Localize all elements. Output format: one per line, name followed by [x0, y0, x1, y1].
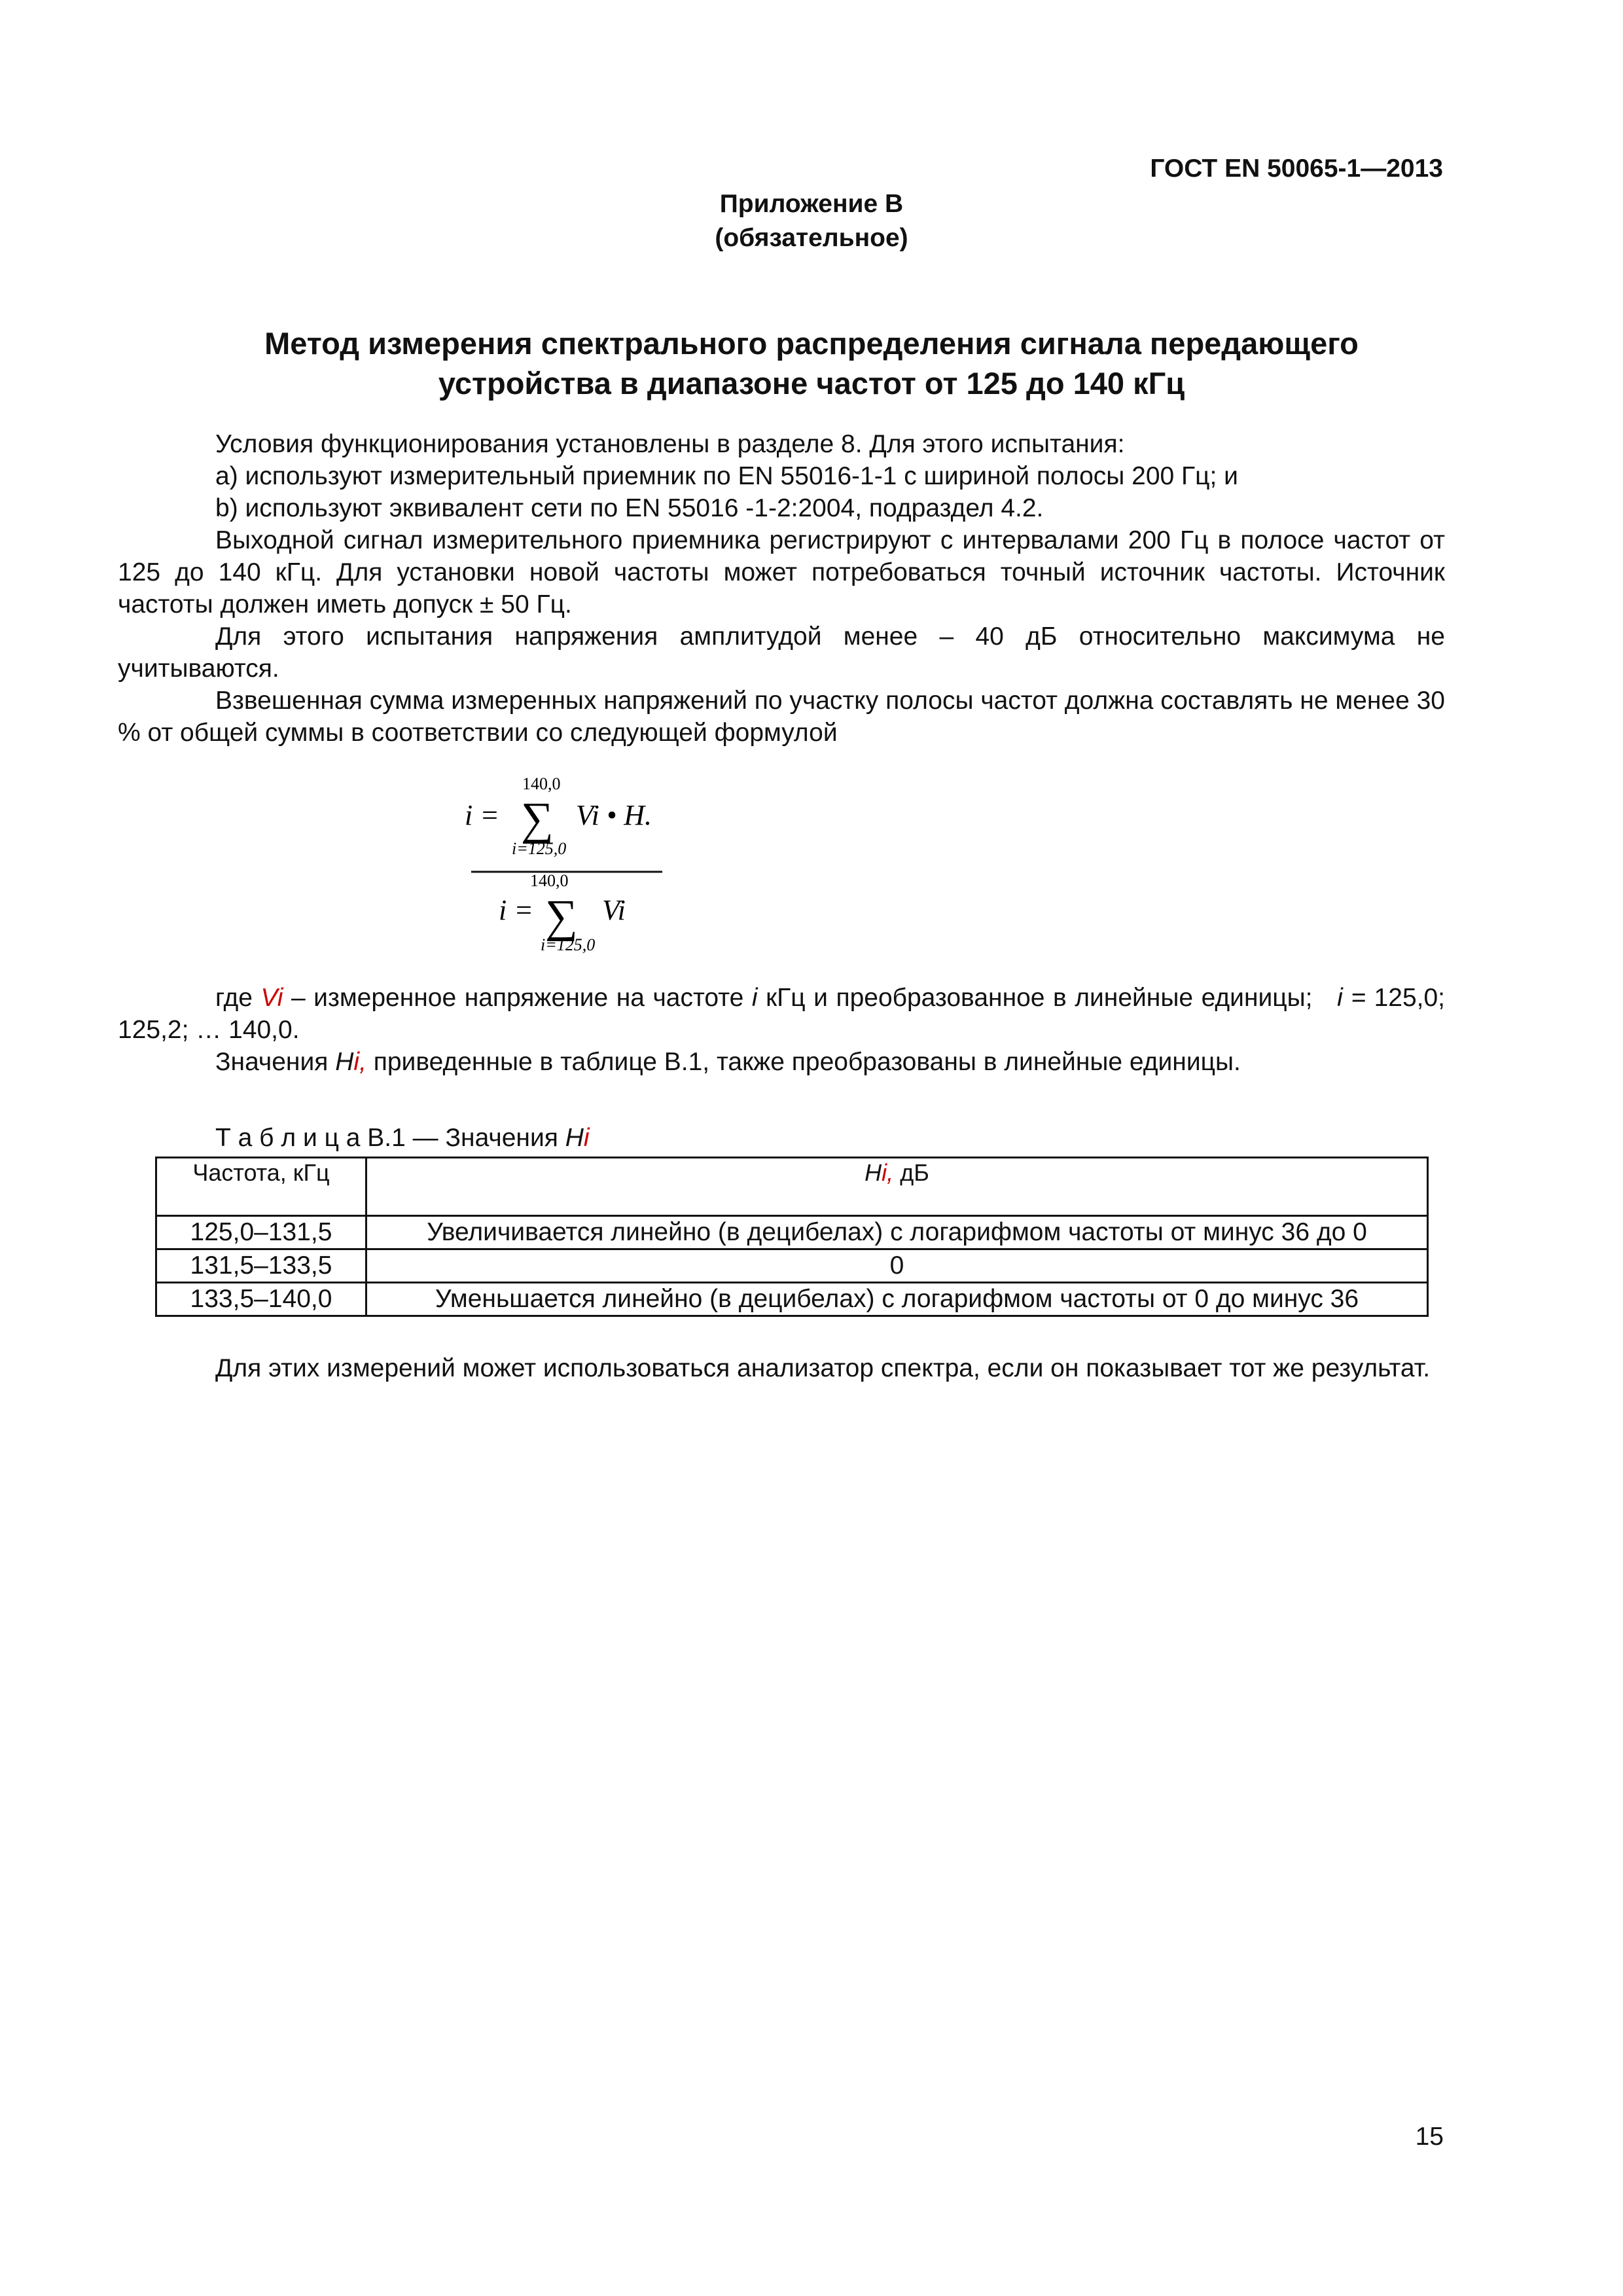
formula-denominator	[499, 871, 626, 954]
page-number: 15	[1415, 2123, 1444, 2151]
list-item-b: b) используют эквивалент сети по EN 55016 -1-2:2004, подраздел 4.2.	[215, 494, 1044, 522]
list-item-a: a) используют измерительный приемник по EN 55016-1-1 с шириной полосы 200 Гц; и	[215, 462, 1238, 490]
table-row	[156, 1249, 1428, 1283]
denominator-lower-limit: i=125,0	[541, 935, 596, 954]
column-header-frequency: Частота, кГц	[156, 1158, 366, 1216]
table-cell-frequency: 125,0–131,5	[156, 1216, 366, 1249]
table-header-row	[156, 1158, 1428, 1216]
table-row	[156, 1216, 1428, 1249]
page-title	[0, 323, 1623, 403]
weighted-sum-formula	[458, 772, 668, 962]
hi-values-table	[155, 1157, 1429, 1317]
numerator-lhs: i =	[465, 799, 499, 831]
denominator-term: Vi	[602, 894, 626, 926]
table-cell-value: 0	[366, 1249, 1428, 1283]
paragraph-weighted-sum: Взвешенная сумма измеренных напряжений по участку полосы частот должна составлять не менее 30 % от общей суммы в соответствии со следующей формулой	[118, 687, 1445, 747]
appendix-label: Приложение В	[719, 190, 904, 218]
numerator-sum-sign: ∑	[521, 794, 554, 844]
appendix-status: (обязательное)	[715, 224, 908, 252]
table-cell-value: Увеличивается линейно (в децибелах) с логарифмом частоты от минус 36 до 0	[366, 1216, 1428, 1249]
column-header-hi: Hi, дБ	[366, 1158, 1428, 1216]
table-cell-frequency: 133,5–140,0	[156, 1283, 366, 1316]
hi-symbol: Hi,	[335, 1048, 366, 1076]
title-line-2: устройства в диапазоне частот от 125 до 140 кГц	[438, 366, 1185, 401]
denominator-sum-sign: ∑	[545, 891, 578, 942]
paragraph-conditions: Условия функционирования установлены в разделе 8. Для этого испытания:	[215, 430, 1125, 458]
paragraph-spectrum-analyzer: Для этих измерений может использоваться анализатор спектра, если он показывает тот же результат.	[215, 1354, 1431, 1382]
formula-numerator	[465, 774, 652, 858]
denominator-lhs: i =	[499, 894, 533, 926]
paragraph-threshold: Для этого испытания напряжения амплитудой менее – 40 дБ относительно максимума не учитываются.	[118, 622, 1445, 683]
numerator-lower-limit: i=125,0	[512, 839, 567, 858]
denominator-upper-limit: 140,0	[530, 871, 569, 890]
vi-symbol: Vi	[260, 984, 283, 1012]
table-caption: Т а б л и ц а В.1 — Значения Hi	[215, 1124, 590, 1152]
appendix-heading	[0, 187, 1623, 255]
title-line-1: Метод измерения спектрального распределения сигнала передающего	[264, 326, 1359, 361]
paragraph-hi-values: Значения Hi, приведенные в таблице В.1, также преобразованы в линейные единицы.	[215, 1048, 1241, 1076]
paragraph-where: где Vi – измеренное напряжение на частоте i кГц и преобразованное в линейные единицы; i = 125,0; 125,2; … 140,0.	[118, 984, 1445, 1044]
paragraph-output-signal: Выходной сигнал измерительного приемника регистрируют с интервалами 200 Гц в полосе частот от 125 до 140 кГц. Для установки новой частоты может потребоваться точный источник частоты. Источник частоты должен иметь допуск ± 50 Гц.	[118, 526, 1445, 619]
numerator-term: Vi • H.	[576, 799, 652, 831]
table-cell-value: Уменьшается линейно (в децибелах) с логарифмом частоты от 0 до минус 36	[366, 1283, 1428, 1316]
table-cell-frequency: 131,5–133,5	[156, 1249, 366, 1283]
table-row	[156, 1283, 1428, 1316]
standard-number: ГОСТ EN 50065-1—2013	[1150, 154, 1443, 183]
numerator-upper-limit: 140,0	[522, 774, 561, 793]
